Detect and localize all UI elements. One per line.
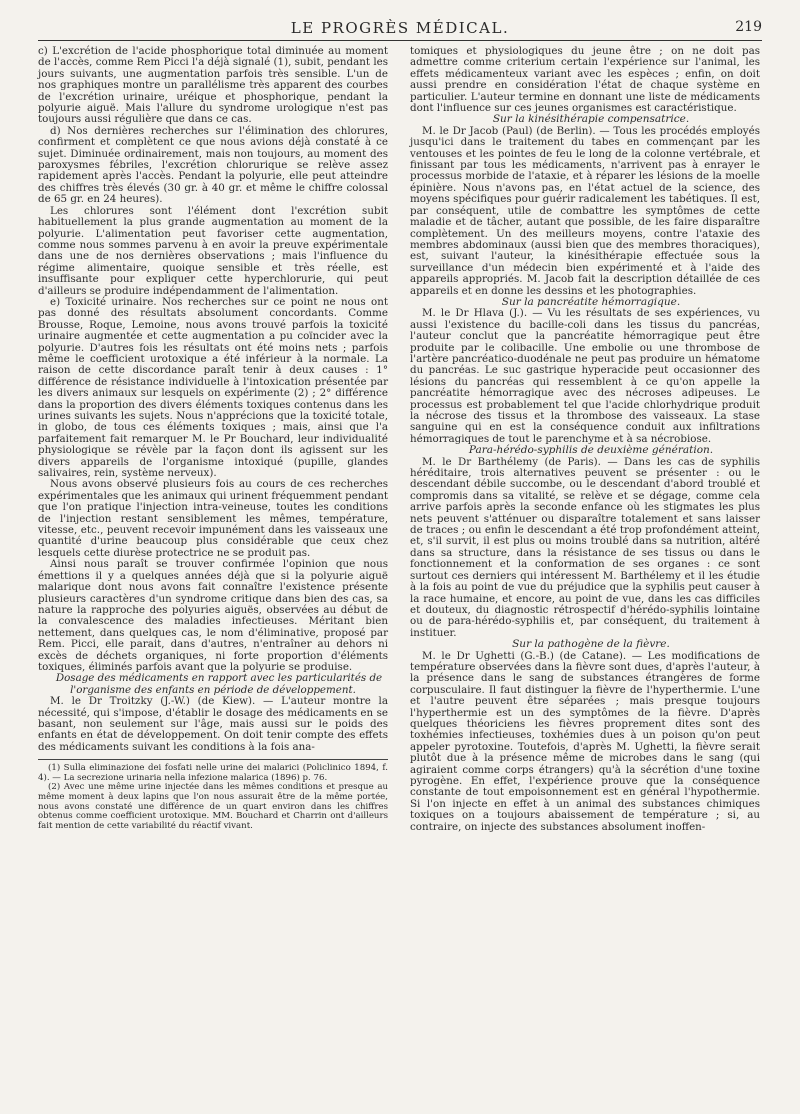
footnotes: [38, 759, 388, 831]
section-heading: Sur la pancréatite hémorragique.: [501, 295, 681, 308]
footnote: (1) Sulla eliminazione dei fosfati nelle urine dei malarici (Policlinico 1894, f. 4). — La secrezione urinaria nella infezione malarica (1896) p. 76.: [38, 763, 388, 783]
paragraph: M. le Dr Jacob (Paul) (de Berlin). — Tous les procédés employés jusqu'ici dans le traitement du tabes en commençant par les ventouses et les pointes de feu le long de la colonne vertébrale, et finissant par tous les médicaments, n'arrivent pas à enrayer le processus morbide de l'ataxie, et à réparer les lésions de la moelle épinière. Nous n'avons pas, en l'état actuel de la science, des moyens spécifiques pour guérir radicalement les tabétiques. Il est, par conséquent, utile de combattre les symptômes de cette maladie et de tâcher, autant que possible, de les faire disparaître complètement. Un des meilleurs moyens, contre l'ataxie des membres abdominaux (aussi bien que des membres thoraciques), est, suivant l'auteur, la kinésithérapie effectuée sous la surveillance d'un médecin bien expérimenté et à l'aide des appareils appropriés. M. Jacob fait la description détaillée de ces appareils et en donne les dessins et les photographies.: [410, 124, 760, 297]
paragraph: M. le Dr Ughetti (G.-B.) (de Catane). — Les modifications de température observées dans la fièvre sont dues, d'après l'auteur, à la présence dans le sang de substances étrangères de forme corpusculaire. Il faut distinguer la fièvre de l'hyperthermie. L'une et l'autre peuvent être séparées ; mais presque toujours l'hyperthermie est un des symptômes de la fièvre. D'après quelques théoriciens les fièvres proprement dites sont des toxhémies infectieuses, toxhémies dues à un poison qu'on peut appeler pyrotoxine. Toutefois, d'après M. Ughetti, la fièvre serait plutôt due à la présence même de microbes dans le sang (qui agiraient comme corps étrangers) qu'à la sécrétion d'une toxine pyrogène. En effet, l'expérience prouve que la conséquence constante de tout empoisonnement est en général l'hypothermie. Si l'on injecte en effet à un animal des substances chimiques toxiques on a toujours abaissement de température ; si, au contraire, on injecte des substances absolument inoffen-: [410, 649, 760, 833]
paragraph: d) Nos dernières recherches sur l'élimination des chlorures, confirment et complètent ce que nous avions déjà constaté à ce sujet. Diminuée ordinairement, mais non toujours, au moment des paroxysmes fébriles, l'excrétion chlorurique se relève assez rapidement après l'accès. Pendant la polyurie, elle peut atteindre des chiffres très élevés (30 gr. à 40 gr. et même le chiffre colossal de 65 gr. en 24 heures).: [38, 124, 388, 206]
left-column: [38, 46, 388, 831]
paragraph: M. le Dr Hlava (J.). — Vu les résultats de ses expériences, vu aussi l'existence du bacille-coli dans les tissus du pancréas, l'auteur conclut que la pancréatite hémorragique peut être produite par le colibacille. Une embolie ou une thrombose de l'artère pancréatico-duodénale ne peut pas produire un hématome du pancréas. Le suc gastrique hyperacide peut occasionner des lésions du pancréas qui ressemblent à ce qu'on appelle la pancréatite hémorragique avec des nécroses adipeuses. Le processus est probablement tel que l'acide chlorhydrique produit la nécrose des tissus et la thrombose des vaisseaux. La stase sanguine qui en est la conséquence conduit aux infiltrations hémorragiques de tout le parenchyme et à sa nécrobiose.: [410, 307, 760, 445]
section-heading: Para-hérédo-syphilis de deuxième génération.: [468, 444, 714, 457]
paragraph: Nous avons observé plusieurs fois au cours de ces recherches expérimentales que les animaux qui urinent fréquemment pendant que l'on pratique l'injection intra-veineuse, toutes les conditions de l'injection restant sensiblement les mêmes, température, vitesse, etc., peuvent recevoir impunément dans les vaisseaux une quantité d'urine beaucoup plus considérable que ceux chez lesquels cette diurèse protectrice ne se produit pas.: [38, 478, 388, 559]
paragraph: Ainsi nous paraît se trouver confirmée l'opinion que nous émettions il y a quelques années déjà que si la polyurie aiguë malarique dont nous avons fait connaître l'existence présente plusieurs caractères d'un syndrome critique dans bien des cas, sa nature la rapproche des polyuries aiguës, observées au début de la convalescence des maladies infectieuses. Méritant bien nettement, dans quelques cas, le nom d'éliminative, proposé par Rem. Picci, elle parait, dans d'autres, n'entraîner au dehors ni excès de déchets organiques, ni forte proportion d'éléments toxiques, éliminés parfois avant que la polyurie se produise.: [38, 558, 388, 673]
paragraph: M. le Dr Barthélemy (de Paris). — Dans les cas de syphilis héréditaire, trois alternatives peuvent se présenter : ou le descendant débile succombe, ou le descendant d'abord troublé et compromis dans sa vitalité, se relève et se dégage, comme cela arrive parfois après la seconde enfance où les stigmates les plus nets peuvent s'atténuer ou disparaître totalement et sans laisser de traces ; ou enfin le descendant a été trop profondément atteint, et, s'il survit, il est plus ou moins troublé dans sa nutrition, altéré dans sa structure, dans la résistance de ses tissus ou dans le fonctionnement et la conformation de ses organes : ce sont surtout ces derniers qui intéressent M. Barthélemy et il les étudie à la fois au point de vue du préjudice que la syphilis peut causer à la race humaine, et encore, au point de vue, dans les cas difficiles et douteux, du diagnostic rétrospectif d'hérédo-syphilis lointaine ou de para-hérédo-syphilis et, par conséquent, du traitement à instituer.: [410, 455, 760, 639]
paragraph: Les chlorures sont l'élément dont l'excrétion subit habituellement la plus grande augmentation au moment de la polyurie. L'alimentation peut favoriser cette augmentation, comme nous sommes parvenu à en avoir la preuve expérimentale dans une de nos dernières observations ; mais l'influence du régime alimentaire, quoique sensible et très réelle, est insuffisante pour expliquer cette hyperchlorurie, qui peut d'ailleurs se produire indépendamment de l'alimentation.: [38, 204, 388, 297]
paragraph: tomiques et physiologiques du jeune être ; on ne doit pas admettre comme criterium certain l'expérience sur l'animal, les effets médicamenteux variant avec les espèces ; enfin, on doit aussi prendre en considération l'état de chaque système en particulier. L'auteur termine en donnant une liste de médicaments dont l'influence sur ces jeunes organismes est caractéristique.: [410, 45, 760, 115]
section-heading: Sur la kinésithérapie compensatrice.: [492, 113, 690, 126]
right-column: [410, 46, 760, 833]
paragraph: e) Toxicité urinaire. Nos recherches sur ce point ne nous ont pas donné des résultats absolument concordants. Comme Brousse, Roque, Lemoine, nous avons trouvé parfois la toxicité urinaire augmentée et cette augmentation a pu coïncider avec la polyurie. D'autres fois les résultats ont été moins nets ; parfois même le coefficient urotoxique a été inférieur à la normale. La raison de cette discordance paraît tenir à deux causes : 1° différence de résistance individuelle à l'intoxication présentée par les divers animaux sur lesquels on expérimente (2) ; 2° différence dans la proportion des divers éléments toxiques contenus dans les urines suivants les sujets. Nous n'apprécions que la toxicité totale, in globo, de tous ces éléments toxiques ; mais, ainsi que l'a parfaitement fait remarquer M. le Pr Bouchard, leur individualité physiologique se révèle par la façon dont ils agissent sur les divers appareils de l'organisme intoxiqué (pupille, glandes salivaires, rein, système nerveux).: [38, 295, 388, 480]
journal-title: LE PROGRÈS MÉDICAL.: [290, 19, 510, 37]
page-number: 219: [735, 19, 762, 35]
paragraph: c) L'excrétion de l'acide phosphorique total diminuée au moment de l'accès, comme Rem Picci l'a déjà signalé (1), subit, pendant les jours suivants, une augmentation parfois très sensible. L'un de nos graphiques montre un parallélisme très apparent des courbes de l'excrétion urinaire, uréique et phosphorique, pendant la polyurie aiguë. Mais l'allure du syndrome urologique n'est pas toujours aussi régulière que dans ce cas.: [38, 45, 388, 126]
section-heading: Sur la pathogène de la fièvre.: [512, 638, 670, 651]
footnote: (2) Avec une même urine injectée dans les mêmes conditions et presque au même moment à deux lapins que l'on nous assurait être de la même portée, nous avons constaté une différence de un quart environ dans les chiffres obtenus comme coefficient urotoxique. MM. Bouchard et Charrin ont d'ailleurs fait mention de cette variabilité du réactif vivant.: [38, 782, 388, 831]
paragraph: M. le Dr Troitzky (J.-W.) (de Kiew). — L'auteur montre la nécessité, qui s'impose, d'établir le dosage des médicaments en se basant, non seulement sur l'âge, mais aussi sur le poids des enfants en état de développement. On doit tenir compte des effets des médicaments suivant les conditions à la fois ana-: [38, 695, 388, 753]
section-heading: Dosage des médicaments en rapport avec les particularités de l'organisme des enfants en période de développement.: [55, 672, 383, 696]
page-header: [38, 18, 762, 41]
